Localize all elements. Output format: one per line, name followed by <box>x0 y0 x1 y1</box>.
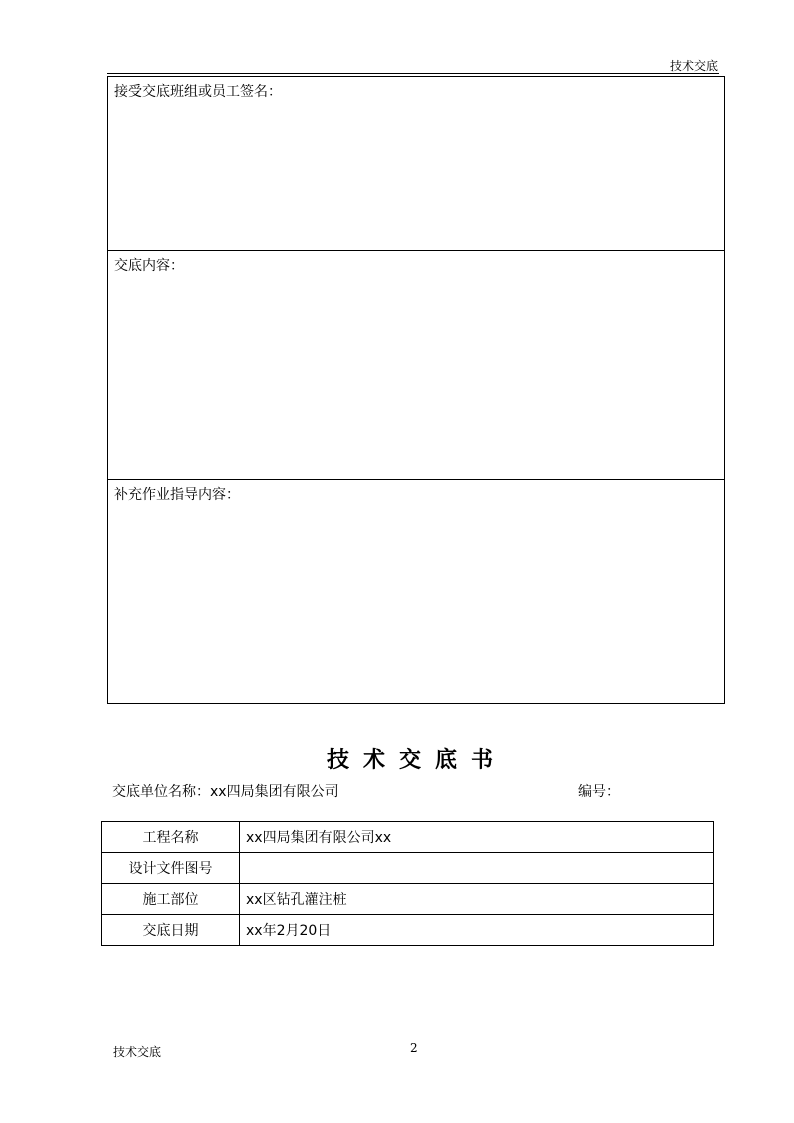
signature-label: 接受交底班组或员工签名： <box>114 84 282 100</box>
signature-section <box>107 76 725 251</box>
serial-label: 编号： <box>578 784 620 800</box>
row-value: xx区钻孔灌注桩 <box>240 884 714 915</box>
supplement-label: 补充作业指导内容： <box>114 487 240 503</box>
row-key: 设计文件图号 <box>102 853 240 884</box>
header-rule <box>107 73 719 74</box>
unit-value: xx四局集团有限公司 <box>210 784 339 800</box>
row-key: 施工部位 <box>102 884 240 915</box>
unit-line <box>112 781 339 801</box>
table-row <box>102 915 714 946</box>
document-title: 技术交底书 <box>326 747 507 773</box>
row-value: xx年2月20日 <box>240 915 714 946</box>
table-row <box>102 884 714 915</box>
row-value <box>240 853 714 884</box>
table-row <box>102 822 714 853</box>
row-value: xx四局集团有限公司xx <box>240 822 714 853</box>
content-section <box>107 250 725 480</box>
page-footer-text: 技术交底 <box>113 1045 162 1059</box>
unit-label: 交底单位名称： <box>112 784 210 800</box>
content-label: 交底内容： <box>114 258 184 274</box>
page-header-text: 技术交底 <box>669 59 718 73</box>
table-row <box>102 853 714 884</box>
supplement-section <box>107 479 725 704</box>
page-number: 2 <box>410 1041 418 1055</box>
row-key: 工程名称 <box>102 822 240 853</box>
row-key: 交底日期 <box>102 915 240 946</box>
info-table <box>101 821 714 946</box>
